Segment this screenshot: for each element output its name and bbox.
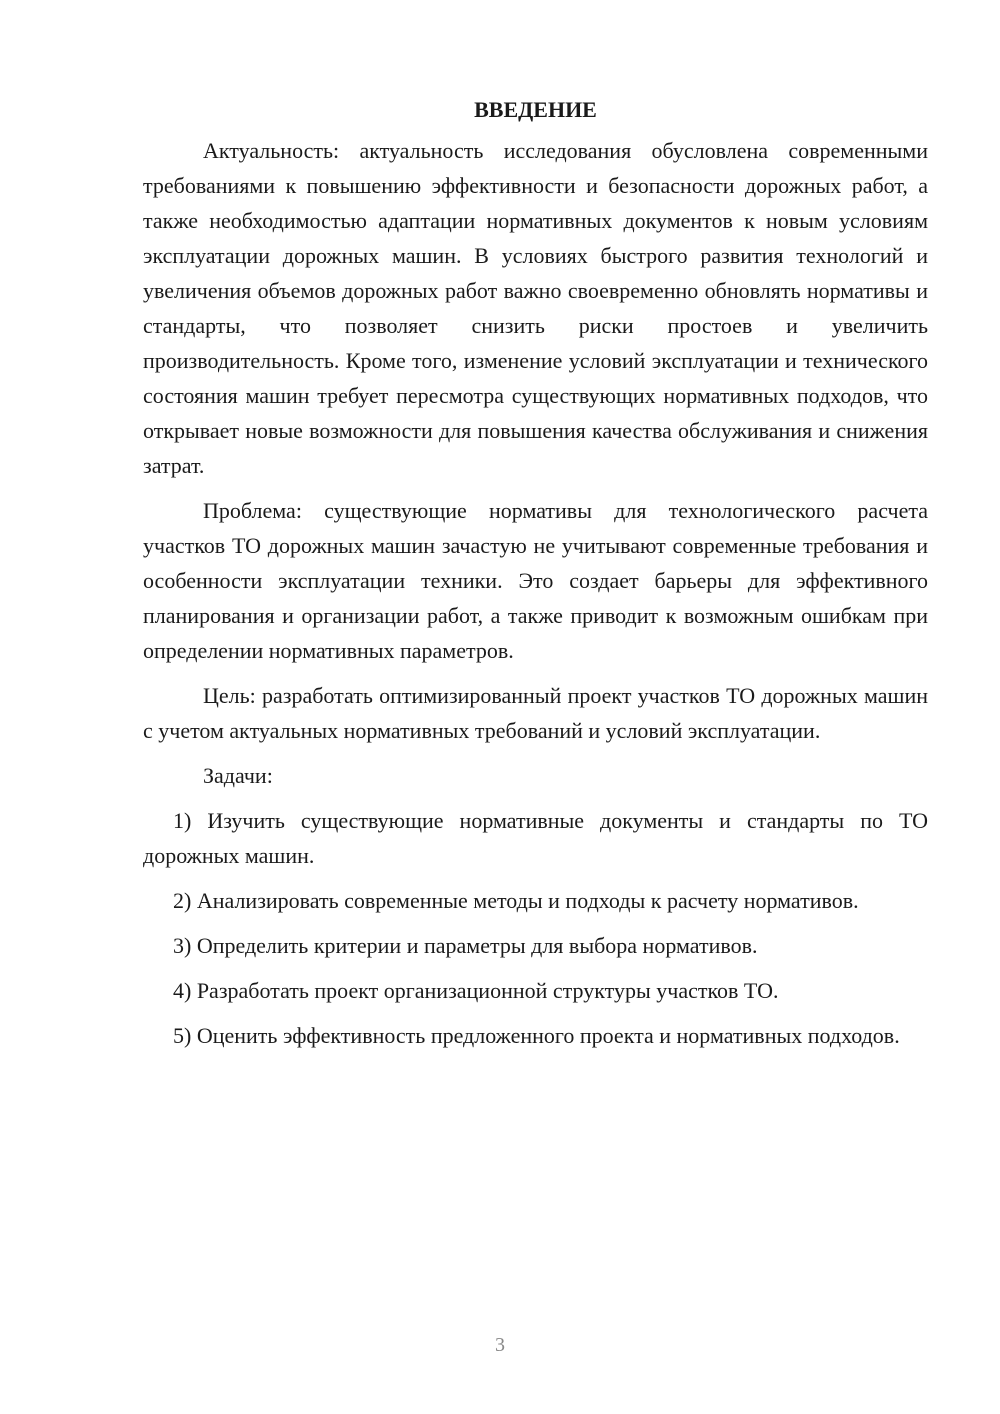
list-item: 5) Оценить эффективность предложенного проекта и нормативных подходов. bbox=[173, 1023, 900, 1048]
list-item: 3) Определить критерии и параметры для выбора нормативов. bbox=[173, 933, 758, 958]
page-title: ВВЕДЕНИЕ bbox=[474, 97, 597, 122]
tasks-list bbox=[143, 803, 928, 1053]
list-item: 1) Изучить существующие нормативные документы и стандарты по ТО дорожных машин. bbox=[143, 808, 928, 868]
problem-paragraph: Проблема: существующие нормативы для технологического расчета участков ТО дорожных машин зачастую не учитывают современные требования и особенности эксплуатации техники. Это создает барьеры для эффективного планирования и организации работ, а также приводит к возможным ошибкам при определении нормативных параметров. bbox=[143, 498, 928, 663]
page-number: 3 bbox=[495, 1334, 505, 1356]
tasks-heading: Задачи: bbox=[203, 763, 273, 788]
list-item: 2) Анализировать современные методы и подходы к расчету нормативов. bbox=[173, 888, 859, 913]
relevance-paragraph: Актуальность: актуальность исследования обусловлена современными требованиями к повышению эффективности и безопасности дорожных работ, а также необходимостью адаптации нормативных документов к новым условиям эксплуатации дорожных машин. В условиях быстрого развития технологий и увеличения объемов дорожных работ важно своевременно обновлять нормативы и стандарты, что позволяет снизить риски простоев и увеличить производительность. Кроме того, изменение условий эксплуатации и технического состояния машин требует пересмотра существующих нормативных подходов, что открывает новые возможности для повышения качества обслуживания и снижения затрат. bbox=[143, 138, 928, 478]
list-item: 4) Разработать проект организационной структуры участков ТО. bbox=[173, 978, 779, 1003]
goal-paragraph: Цель: разработать оптимизированный проект участков ТО дорожных машин с учетом актуальных нормативных требований и условий эксплуатации. bbox=[143, 683, 928, 743]
document-page bbox=[143, 92, 928, 1053]
